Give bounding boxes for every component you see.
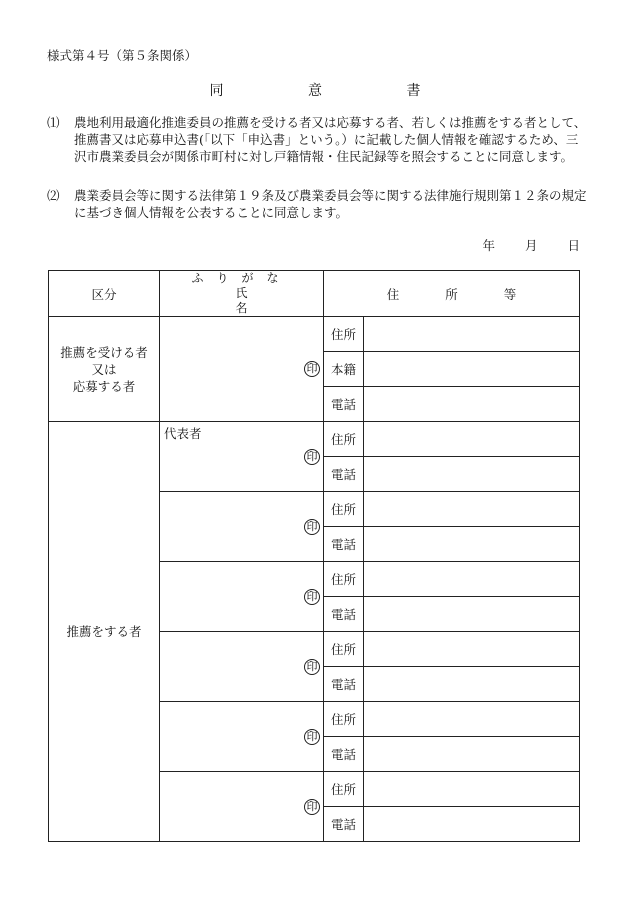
recommender-phone-input[interactable]: [364, 527, 580, 562]
recommender-phone-input[interactable]: [364, 597, 580, 632]
field-label-phone: 電話: [324, 457, 364, 492]
field-label-phone: 電話: [324, 737, 364, 772]
nominee-category: [49, 317, 160, 422]
date-year[interactable]: 年: [482, 238, 495, 253]
field-label-phone: 電話: [324, 667, 364, 702]
recommender-phone-input[interactable]: [364, 457, 580, 492]
field-label-domicile: 本籍: [324, 352, 364, 387]
nominee-phone-input[interactable]: [364, 387, 580, 422]
recommender-name-field-6[interactable]: [160, 772, 324, 842]
header-name-text: 氏名: [235, 286, 308, 315]
recommender-phone-input[interactable]: [364, 737, 580, 772]
seal-icon: 印: [304, 361, 320, 377]
header-furigana: ふりがな: [191, 271, 292, 285]
seal-icon: 印: [304, 659, 320, 675]
field-label-phone: 電話: [324, 527, 364, 562]
clause-number: ⑵: [47, 188, 60, 203]
seal-icon: 印: [304, 729, 320, 745]
table-row: [49, 422, 580, 457]
title-char: 同: [209, 83, 224, 99]
recommender-address-input[interactable]: [364, 772, 580, 807]
recommender-address-input[interactable]: [364, 492, 580, 527]
nominee-domicile-input[interactable]: [364, 352, 580, 387]
date-day[interactable]: 日: [567, 238, 580, 253]
document-title: [0, 80, 630, 100]
seal-icon: 印: [304, 449, 320, 465]
header-category: 区分: [49, 271, 160, 317]
field-label-address: 住所: [324, 562, 364, 597]
recommender-name-field-3[interactable]: [160, 562, 324, 632]
title-char: 書: [406, 83, 421, 99]
date-month[interactable]: 月: [524, 238, 538, 253]
field-label-address: 住所: [324, 422, 364, 457]
field-label-address: 住所: [324, 772, 364, 807]
field-label-address: 住所: [324, 317, 364, 352]
clause-number: ⑴: [47, 115, 60, 130]
field-label-address: 住所: [324, 492, 364, 527]
nominee-name-field[interactable]: [160, 317, 324, 422]
representative-label: 代表者: [164, 426, 202, 441]
form-number-label: 様式第４号（第５条関係）: [47, 48, 198, 63]
date-line: [482, 236, 580, 254]
recommender-address-input[interactable]: [364, 422, 580, 457]
field-label-address: 住所: [324, 702, 364, 737]
field-label-phone: 電話: [324, 807, 364, 842]
seal-icon: 印: [304, 799, 320, 815]
field-label-phone: 電話: [324, 387, 364, 422]
category-line: 又は: [91, 361, 117, 377]
field-label-phone: 電話: [324, 597, 364, 632]
recommender-phone-input[interactable]: [364, 807, 580, 842]
recommender-phone-input[interactable]: [364, 667, 580, 702]
field-label-address: 住所: [324, 632, 364, 667]
recommender-address-input[interactable]: [364, 702, 580, 737]
category-line: 応募する者: [72, 378, 136, 394]
nominee-address-input[interactable]: [364, 317, 580, 352]
consent-table: [48, 270, 580, 842]
category-line: 推薦を受ける者: [60, 344, 148, 360]
recommender-name-field-4[interactable]: [160, 632, 324, 702]
clause-text: 農地利用最適化推進委員の推薦を受ける者又は応募する者、若しくは推薦をする者として、推薦書又は応募申込書(「以下「申込書」という。）に記載した個人情報を確認するため、三沢市農業委員会が関係市町村に対し戸籍情報・住民記録等を照会することに同意します。: [74, 115, 587, 164]
recommender-name-field-1[interactable]: [160, 422, 324, 492]
table-row: [49, 317, 580, 352]
recommender-name-field-5[interactable]: [160, 702, 324, 772]
table-header-row: [49, 271, 580, 317]
header-name: [160, 271, 324, 317]
seal-icon: 印: [304, 589, 320, 605]
recommender-address-input[interactable]: [364, 632, 580, 667]
consent-clause-1: [47, 114, 587, 165]
clause-text: 農業委員会等に関する法律第１９条及び農業委員会等に関する法律施行規則第１２条の規定に基づき個人情報を公表することに同意します。: [74, 188, 587, 220]
title-char: 意: [308, 83, 322, 99]
recommender-name-field-2[interactable]: [160, 492, 324, 562]
seal-icon: 印: [304, 519, 320, 535]
recommender-address-input[interactable]: [364, 562, 580, 597]
recommender-category: 推薦をする者: [49, 422, 160, 842]
header-address: 住所等: [324, 271, 580, 317]
consent-clause-2: [47, 187, 587, 221]
